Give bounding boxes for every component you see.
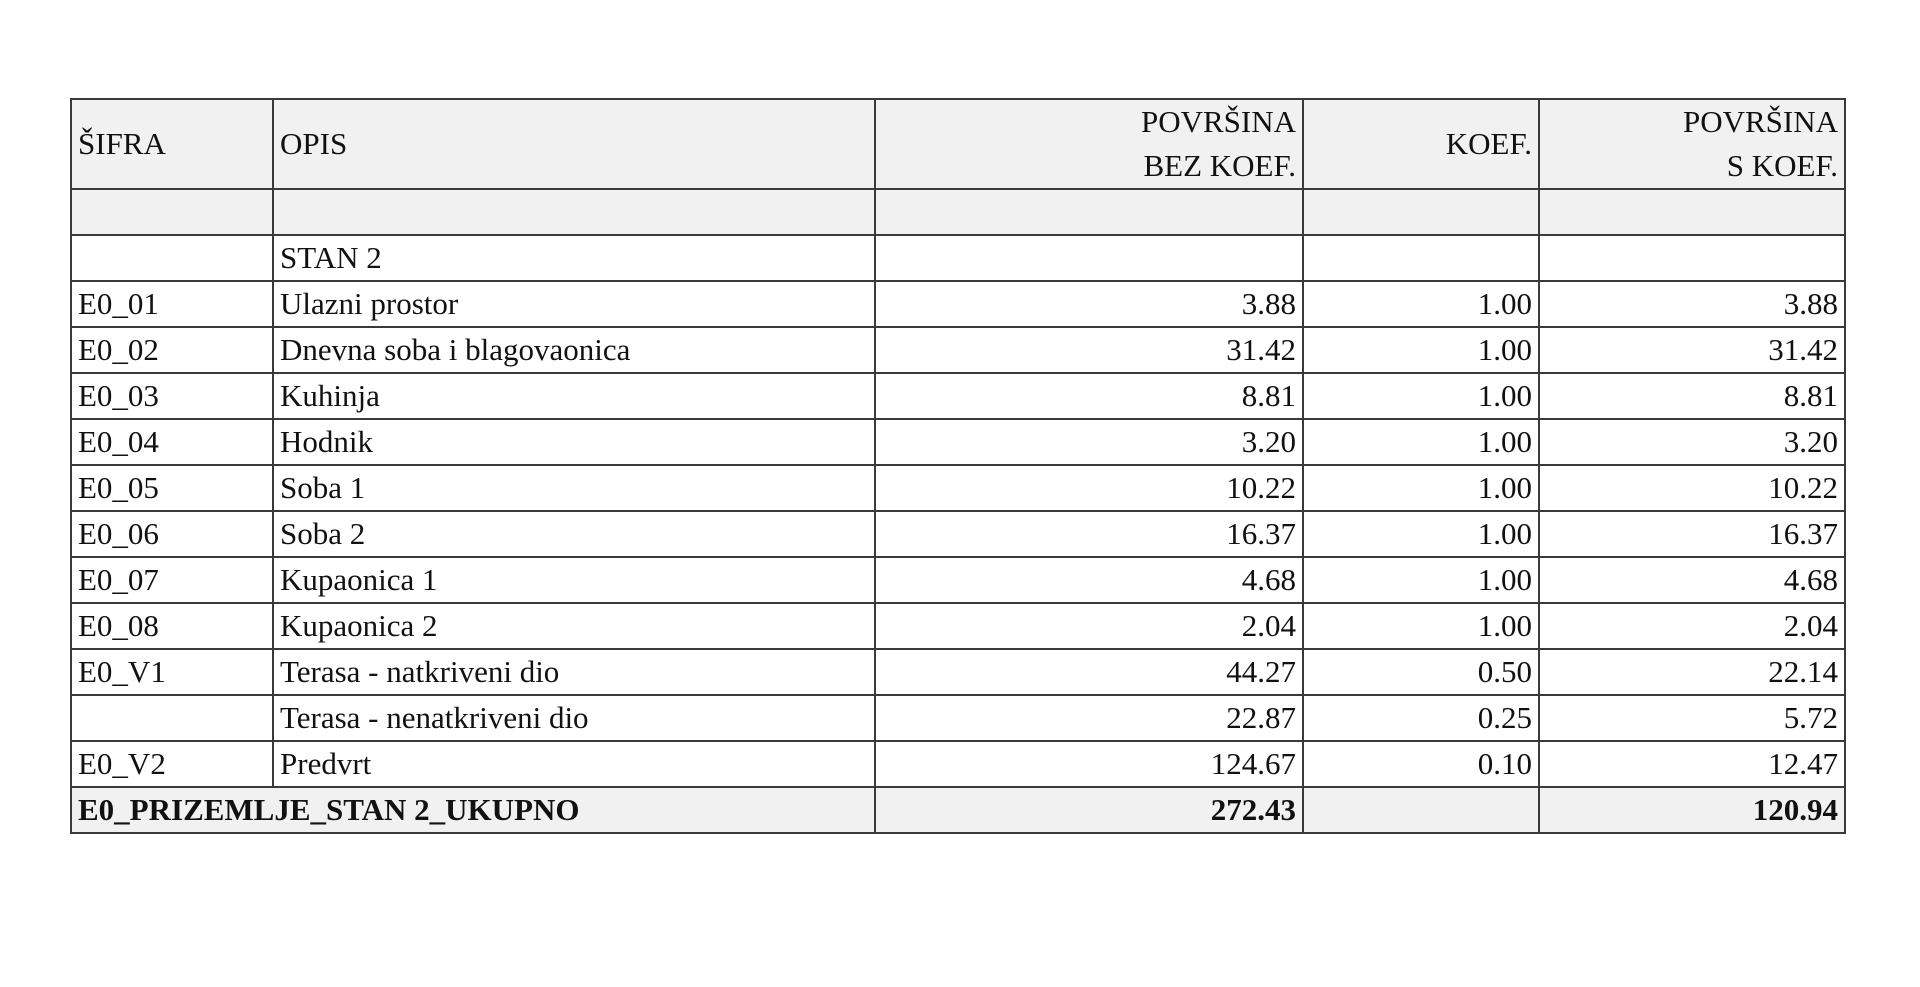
cell-koef: 0.10 [1303,741,1539,787]
total-povrsina-s-koef: 120.94 [1539,787,1845,833]
cell-povrsina-s-koef: 10.22 [1539,465,1845,511]
cell-sifra: E0_01 [71,281,273,327]
area-table [70,98,1846,834]
cell-sifra [71,695,273,741]
cell-opis: Kuhinja [273,373,875,419]
cell-povrsina-s-koef: 3.88 [1539,281,1845,327]
cell-koef: 1.00 [1303,373,1539,419]
section-title-empty-cell [71,235,273,281]
cell-opis: Kupaonica 1 [273,557,875,603]
cell-sifra: E0_03 [71,373,273,419]
total-koef [1303,787,1539,833]
cell-povrsina-s-koef: 22.14 [1539,649,1845,695]
header-koef: KOEF. [1303,99,1539,189]
cell-koef: 1.00 [1303,511,1539,557]
cell-koef: 0.25 [1303,695,1539,741]
section-title-empty-cell [875,235,1303,281]
table-row [71,695,1845,741]
spacer-cell [273,189,875,235]
cell-povrsina-bez-koef: 2.04 [875,603,1303,649]
cell-koef: 1.00 [1303,557,1539,603]
cell-povrsina-bez-koef: 44.27 [875,649,1303,695]
total-povrsina-bez-koef: 272.43 [875,787,1303,833]
cell-sifra: E0_V1 [71,649,273,695]
header-povrsina-s-koef [1539,99,1845,189]
table-row [71,373,1845,419]
spacer-cell [1303,189,1539,235]
table-row [71,649,1845,695]
cell-povrsina-s-koef: 12.47 [1539,741,1845,787]
section-title-empty-cell [1303,235,1539,281]
cell-koef: 0.50 [1303,649,1539,695]
spacer-cell [875,189,1303,235]
cell-povrsina-s-koef: 3.20 [1539,419,1845,465]
cell-opis: Dnevna soba i blagovaonica [273,327,875,373]
cell-povrsina-bez-koef: 3.88 [875,281,1303,327]
cell-sifra: E0_07 [71,557,273,603]
spacer-row [71,189,1845,235]
cell-sifra: E0_06 [71,511,273,557]
header-povrsina-bez-line1: POVRŠINA [1140,104,1296,139]
spacer-cell [1539,189,1845,235]
header-povrsina-bez-line2: BEZ KOEF. [1143,148,1296,183]
cell-koef: 1.00 [1303,327,1539,373]
cell-povrsina-s-koef: 31.42 [1539,327,1845,373]
cell-sifra: E0_05 [71,465,273,511]
table-row [71,603,1845,649]
section-title: STAN 2 [273,235,875,281]
header-opis: OPIS [273,99,875,189]
cell-koef: 1.00 [1303,603,1539,649]
table-row [71,741,1845,787]
cell-opis: Terasa - nenatkriveni dio [273,695,875,741]
cell-opis: Hodnik [273,419,875,465]
cell-opis: Ulazni prostor [273,281,875,327]
cell-povrsina-bez-koef: 31.42 [875,327,1303,373]
section-title-empty-cell [1539,235,1845,281]
table-header [71,99,1845,189]
table-body [71,189,1845,833]
cell-povrsina-s-koef: 4.68 [1539,557,1845,603]
cell-povrsina-bez-koef: 4.68 [875,557,1303,603]
table-row [71,327,1845,373]
cell-sifra: E0_04 [71,419,273,465]
cell-povrsina-s-koef: 16.37 [1539,511,1845,557]
cell-povrsina-s-koef: 8.81 [1539,373,1845,419]
cell-povrsina-s-koef: 5.72 [1539,695,1845,741]
table-row [71,557,1845,603]
spacer-cell [71,189,273,235]
cell-koef: 1.00 [1303,465,1539,511]
header-povrsina-s-line1: POVRŠINA [1682,104,1838,139]
cell-opis: Soba 1 [273,465,875,511]
header-row [71,99,1845,189]
total-row [71,787,1845,833]
cell-povrsina-s-koef: 2.04 [1539,603,1845,649]
cell-opis: Predvrt [273,741,875,787]
cell-povrsina-bez-koef: 22.87 [875,695,1303,741]
cell-povrsina-bez-koef: 8.81 [875,373,1303,419]
cell-koef: 1.00 [1303,281,1539,327]
header-povrsina-s-line2: S KOEF. [1726,148,1838,183]
cell-sifra: E0_V2 [71,741,273,787]
table-row [71,465,1845,511]
cell-povrsina-bez-koef: 16.37 [875,511,1303,557]
cell-opis: Terasa - natkriveni dio [273,649,875,695]
cell-koef: 1.00 [1303,419,1539,465]
total-label: E0_PRIZEMLJE_STAN 2_UKUPNO [71,787,875,833]
section-title-row [71,235,1845,281]
cell-opis: Kupaonica 2 [273,603,875,649]
cell-opis: Soba 2 [273,511,875,557]
cell-povrsina-bez-koef: 124.67 [875,741,1303,787]
cell-sifra: E0_08 [71,603,273,649]
header-sifra: ŠIFRA [71,99,273,189]
table-row [71,511,1845,557]
table-row [71,281,1845,327]
header-povrsina-bez-koef [875,99,1303,189]
cell-sifra: E0_02 [71,327,273,373]
cell-povrsina-bez-koef: 3.20 [875,419,1303,465]
cell-povrsina-bez-koef: 10.22 [875,465,1303,511]
table-row [71,419,1845,465]
